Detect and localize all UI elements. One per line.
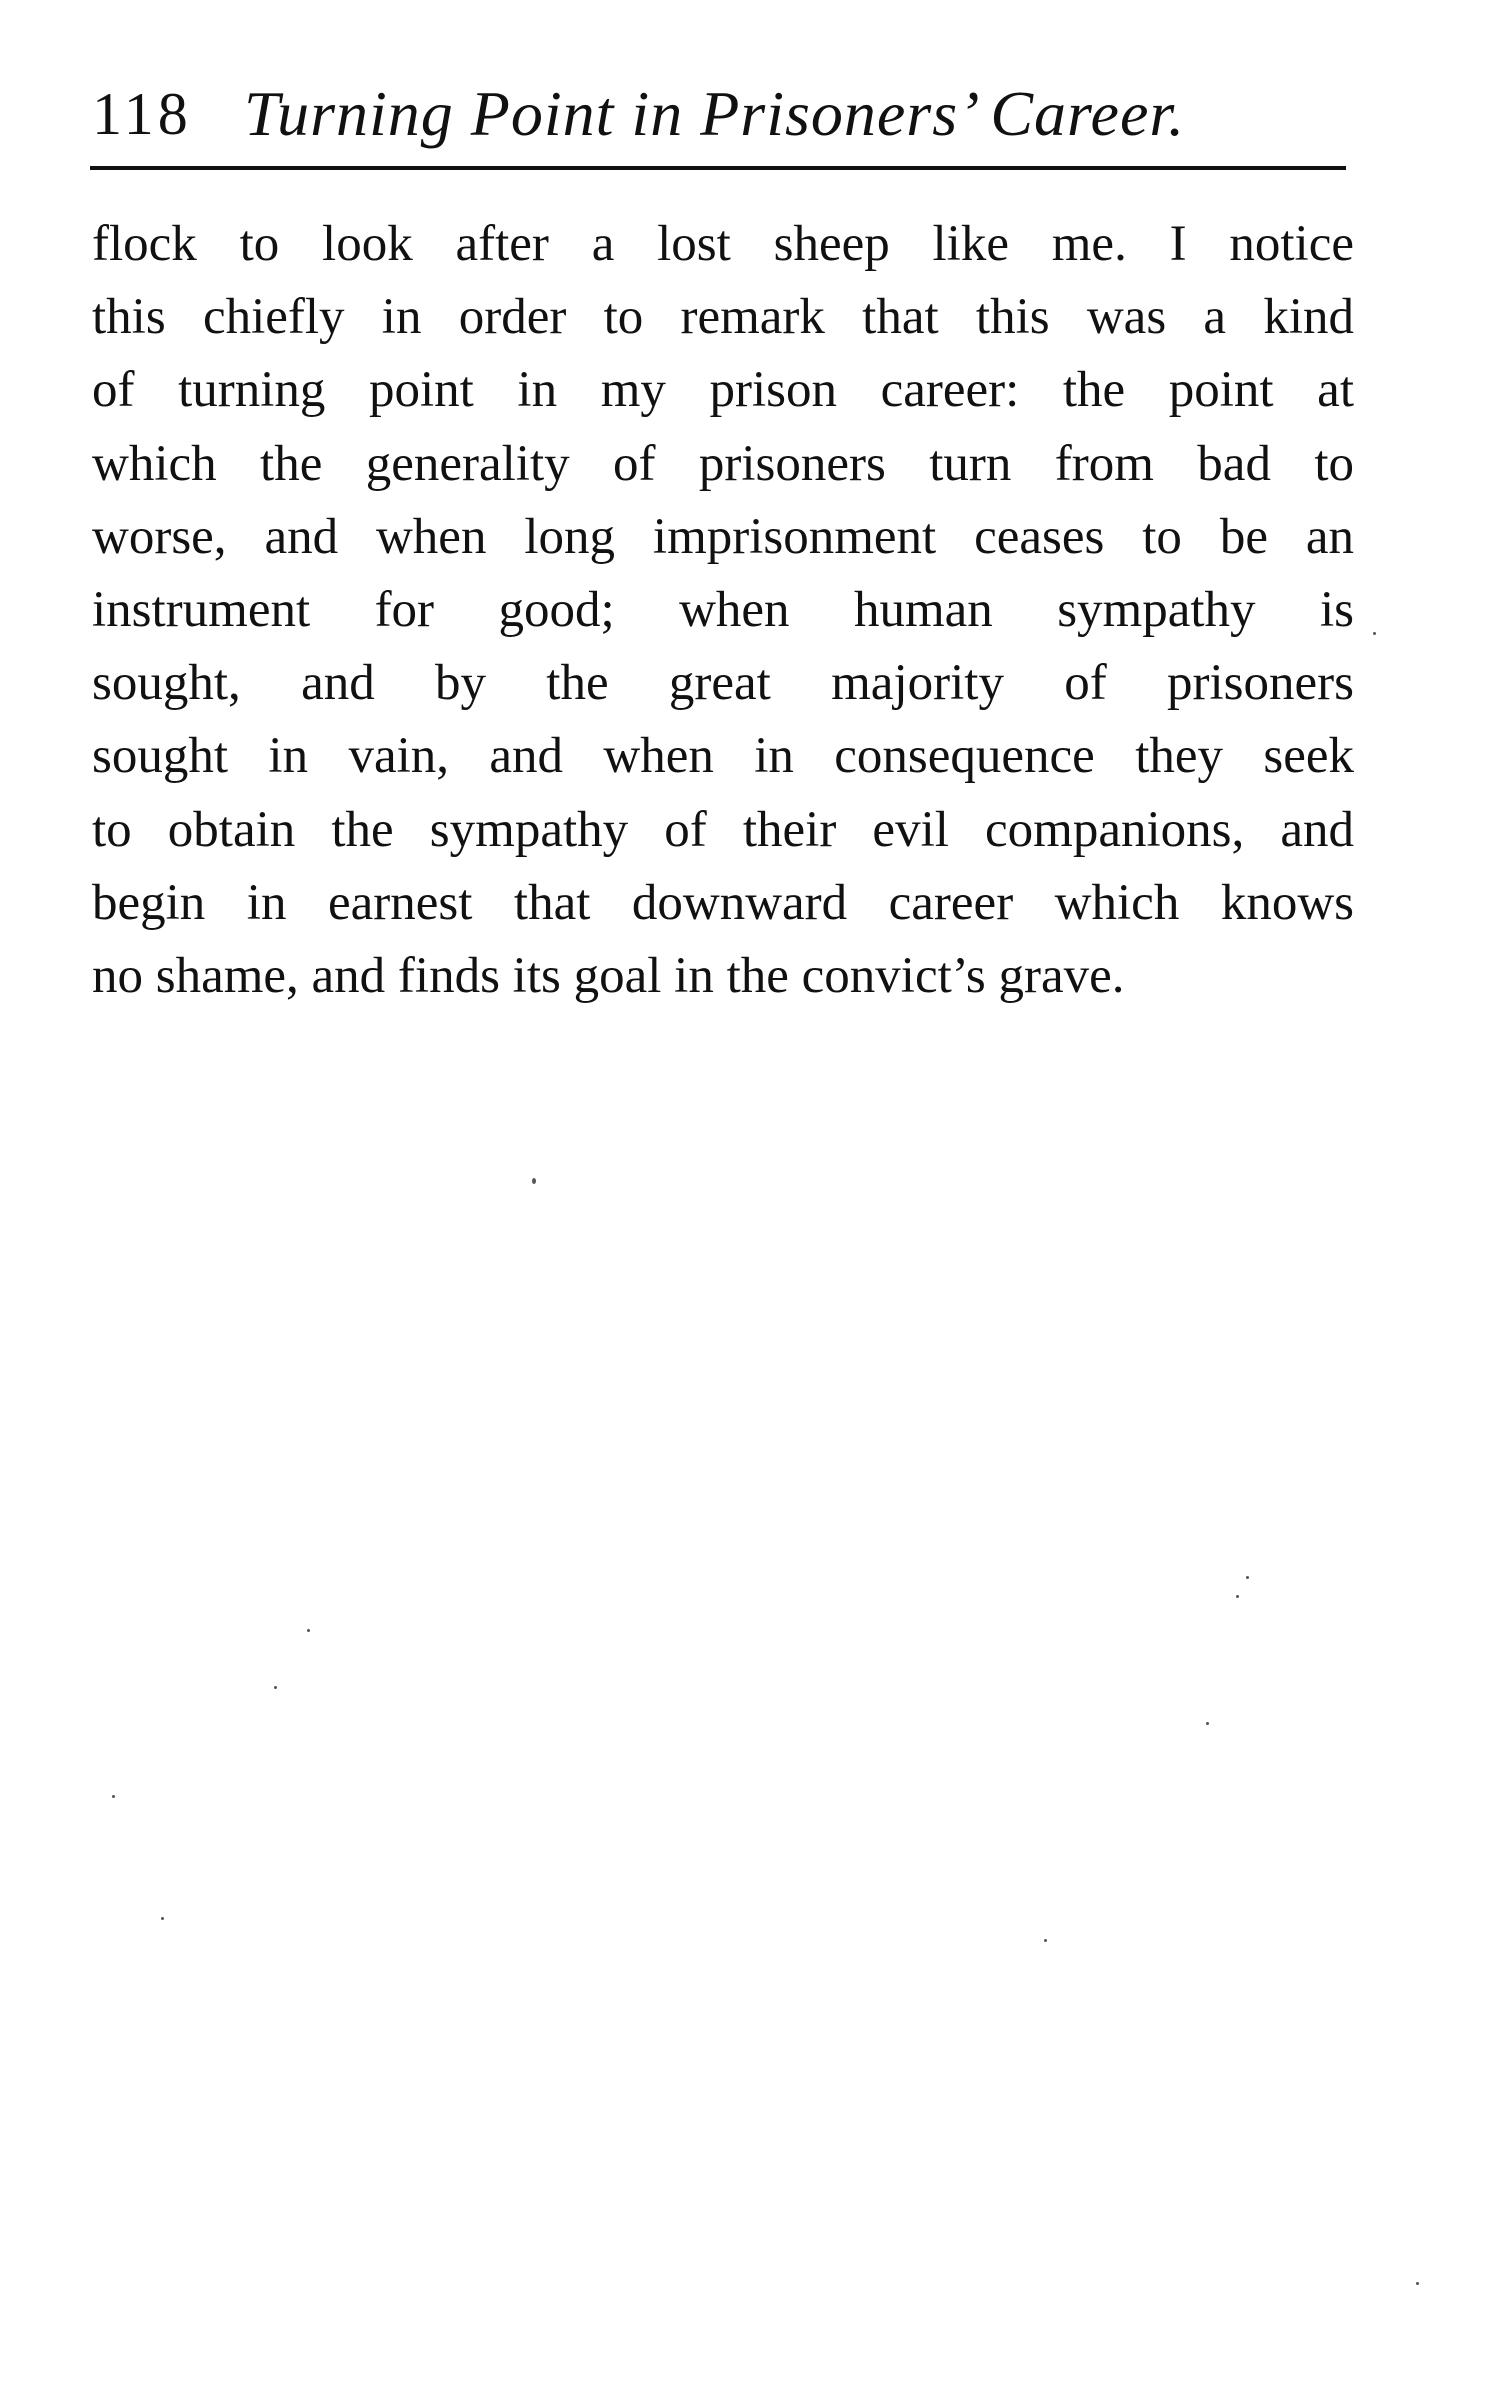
body-paragraph xyxy=(92,208,1354,1013)
text-line: sought, and by the great majority of prisoners xyxy=(92,655,1354,712)
text-line: worse, and when long imprisonment ceases to be an xyxy=(92,508,1354,565)
scan-speck xyxy=(161,1917,164,1920)
text-line: which the generality of prisoners turn from bad to xyxy=(92,435,1354,492)
scan-speck xyxy=(274,1686,277,1689)
text-line: this chiefly in order to remark that this was a kind xyxy=(92,289,1354,346)
text-line: of turning point in my prison career: the point at xyxy=(92,362,1354,419)
header-rule xyxy=(90,166,1346,170)
scan-speck xyxy=(307,1629,310,1632)
scan-speck xyxy=(1206,1722,1209,1725)
scan-speck xyxy=(112,1795,115,1798)
scan-speck xyxy=(1236,1595,1239,1598)
running-title: Turning Point in Prisoners’ Career. xyxy=(244,78,1186,149)
text-line: sought in vain, and when in consequence they seek xyxy=(92,728,1354,785)
scan-speck xyxy=(1246,1576,1249,1579)
scan-speck xyxy=(1044,1939,1047,1942)
text-line: instrument for good; when human sympathy is xyxy=(92,581,1354,638)
running-head xyxy=(92,62,1347,158)
page-number: 118 xyxy=(92,81,192,147)
scan-speck xyxy=(532,1178,536,1184)
scan-speck xyxy=(1416,2282,1419,2285)
text-line: no shame, and finds its goal in the convict’s grave. xyxy=(92,947,1125,1004)
text-line: flock to look after a lost sheep like me. I notice xyxy=(92,216,1354,272)
text-line: to obtain the sympathy of their evil companions, and xyxy=(92,801,1354,858)
text-line: begin in earnest that downward career which knows xyxy=(92,874,1354,931)
scan-speck xyxy=(1373,632,1376,635)
